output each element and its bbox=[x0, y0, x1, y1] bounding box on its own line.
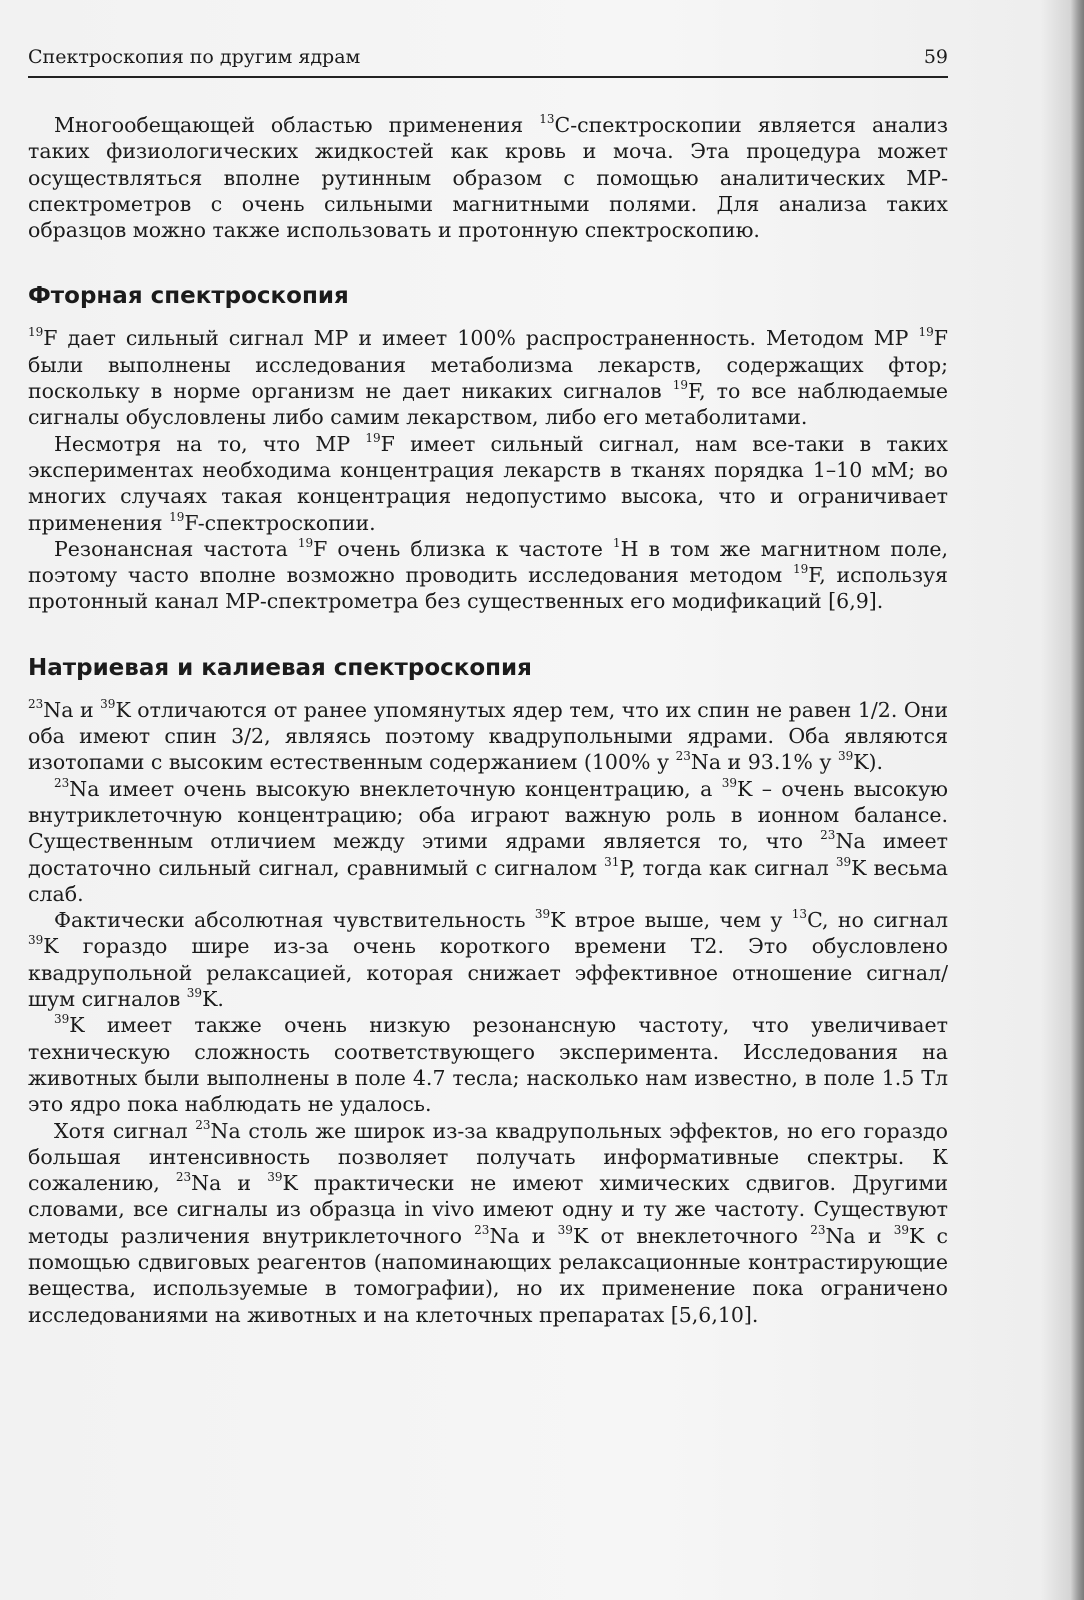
paragraph-napk-5: Хотя сигнал $^{23}$Na столь же широк из-за квадрупольных эффектов, но его гораздо большая интенсивность позволяет получать информативные спектры. К сожалению, $^{23}$Na и $^{39}$K практически не имеют химических сдвигов. Другими словами, все сигналы из образца in vivo имеют одну и ту же частоту. Существуют методы различения внутриклеточного $^{23}$Na и $^{39}$K от внеклеточного $^{23}$Na и $^{39}$K с помощью сдвиговых реагентов (напоминающих релаксационные контрастирующие вещества, используемые в томографии), но их применение пока ограничено исследованиями на животных и на клеточных препаратах [5,6,10]. bbox=[28, 1117, 949, 1327]
page-body bbox=[28, 112, 948, 1328]
paragraph-fluorine-1: $^{19}$F дает сильный сигнал МР и имеет 100% распространенность. Методом МР $^{19}$F были выполнены исследования метаболизма лекарств, содержащих фтор; поскольку в норме организм не дает никаких сигналов $^{19}$F, то все наблюдаемые сигналы обусловлены либо самим лекарством, либо его метаболитами. bbox=[28, 325, 948, 430]
section-heading-sodium-potassium: Натриевая и калиевая спектроскопия bbox=[28, 654, 532, 681]
paragraph-intro: Многообещающей областью применения $^{13}$С-спектроскопии является анализ таких физиологических жидкостей как кровь и моча. Эта процедура может осуществляться вполне рутинным образом с помощью аналитических МР-спектрометров с очень сильными магнитными полями. Для анализа таких образцов можно также использовать и протонную спектроскопию. bbox=[28, 112, 948, 243]
running-title: Спектроскопия по другим ядрам bbox=[28, 46, 361, 68]
page-binding-edge bbox=[1070, 0, 1084, 1600]
paragraph-napk-1: $^{23}$Na и $^{39}$K отличаются от ранее упомянутых ядер тем, что их спин не равен 1/2. Они оба имеют спин 3/2, являясь поэтому квадрупольными ядрами. Оба являются изотопами с высоким естественным содержанием (100% у $^{23}$Na и 93.1% у $^{39}$K). bbox=[28, 696, 949, 775]
section-heading-fluorine: Фторная спектроскопия bbox=[28, 283, 349, 310]
paragraph-napk-3: Фактически абсолютная чувствительность $^{39}$K втрое выше, чем у $^{13}$C, но сигнал $^{39}$K гораздо шире из-за очень короткого времени T2. Это обусловлено квадрупольной релаксацией, которая снижает эффективное отношение сигнал/шум сигналов $^{39}$K. bbox=[28, 907, 948, 1012]
paragraph-napk-2: $^{23}$Na имеет очень высокую внеклеточную концентрацию, а $^{39}$K – очень высокую внутриклеточную концентрацию; оба играют важную роль в ионном балансе. Существенным отличием между этими ядрами является то, что $^{23}$Na имеет достаточно сильный сигнал, сравнимый с сигналом $^{31}$P, тогда как сигнал $^{39}$K весьма слаб. bbox=[28, 775, 948, 906]
paragraph-fluorine-2: Несмотря на то, что МР $^{19}$F имеет сильный сигнал, нам все-таки в таких экспериментах необходима концентрация лекарств в тканях порядка 1–10 мМ; во многих случаях такая концентрация недопустимо высока, что и ограничивает применения $^{19}$F-спектроскопии. bbox=[28, 430, 948, 535]
page-number: 59 bbox=[923, 46, 948, 68]
page-header bbox=[28, 46, 948, 78]
paragraph-fluorine-3: Резонансная частота $^{19}$F очень близка к частоте $^1$Н в том же магнитном поле, поэтому часто вполне возможно проводить исследования методом $^{19}$F, используя протонный канал МР-спектрометра без существенных его модификаций [6,9]. bbox=[28, 535, 948, 614]
paragraph-napk-4: $^{39}$K имеет также очень низкую резонансную частоту, что увеличивает техническую сложность соответствующего эксперимента. Исследования на животных были выполнены в поле 4.7 тесла; насколько нам известно, в поле 1.5 Тл это ядро пока наблюдать не удалось. bbox=[28, 1012, 948, 1117]
